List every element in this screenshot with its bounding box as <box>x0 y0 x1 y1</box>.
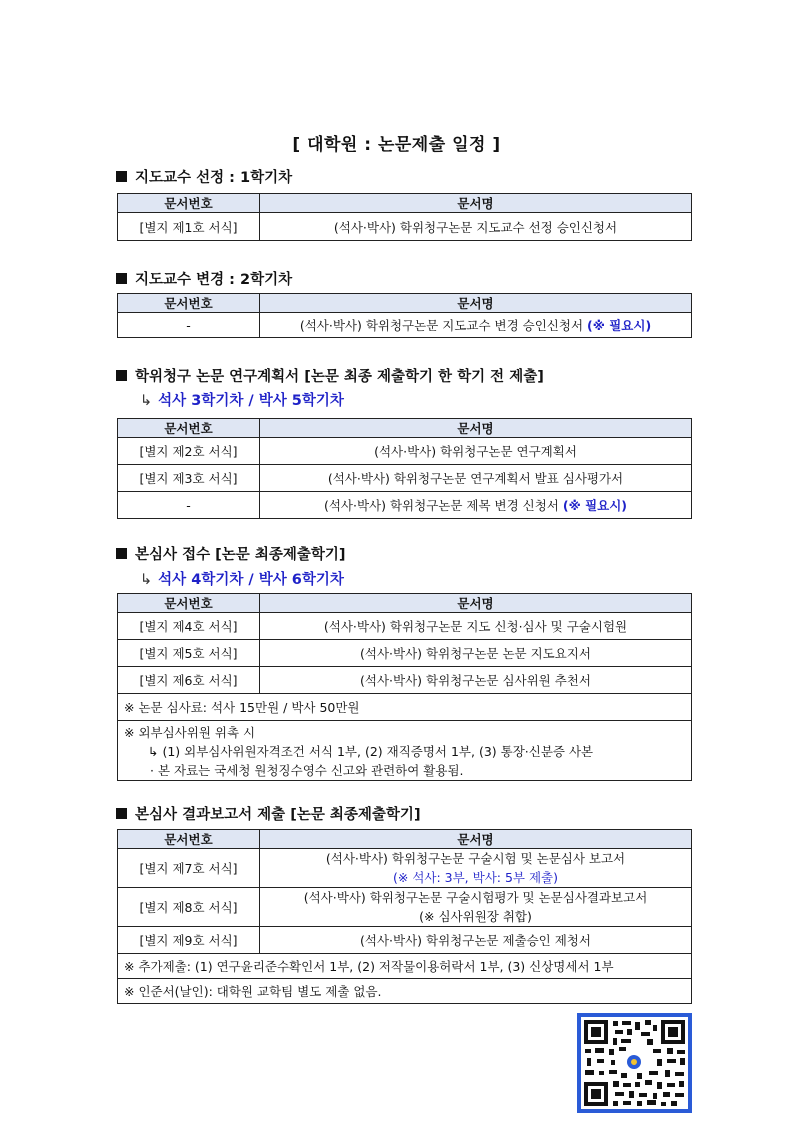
return-arrow-icon: ↳ <box>140 393 153 409</box>
square-bullet-icon <box>116 370 127 381</box>
doc-number-cell: - <box>118 492 260 519</box>
table-row <box>118 492 692 519</box>
column-header-doc-name: 문서명 <box>260 194 692 213</box>
table-row <box>118 927 692 954</box>
doc-name-cell: (석사·박사) 학위청구논문 심사위원 추천서 <box>260 667 692 694</box>
column-header-doc-name: 문서명 <box>260 594 692 613</box>
doc-name-cell: (석사·박사) 학위청구논문 지도교수 선정 승인신청서 <box>260 213 692 241</box>
doc-number-cell: [별지 제6호 서식] <box>118 667 260 694</box>
doc-name-cell: (석사·박사) 학위청구논문 구술시험 및 논문심사 보고서 (※ 석사: 3부, 박사: 5부 제출) <box>260 849 692 888</box>
doc-number-cell: [별지 제7호 서식] <box>118 849 260 888</box>
main-review-table <box>117 593 692 781</box>
table-note-row <box>118 954 692 979</box>
advisor-selection-table <box>117 193 692 241</box>
square-bullet-icon <box>116 171 127 182</box>
if-needed-note: (※ 필요시) <box>562 498 628 513</box>
table-header-row <box>118 594 692 613</box>
table-header-row <box>118 294 692 313</box>
external-reviewer-note: ※ 외부심사위원 위촉 시 ↳ (1) 외부심사위원자격조건 서식 1부, (2) 재직증명서 1부, (3) 통장·신분증 사본 · 본 자료는 국세청 원청징수영수 신고와 관련하여 활용됨. <box>118 721 692 781</box>
doc-name-cell: (석사·박사) 학위청구논문 구술시험평가 및 논문심사결과보고서 (※ 심사위원장 취합) <box>260 888 692 927</box>
section-advisor-selection-heading: 지도교수 선정 : 1학기차 <box>116 166 292 187</box>
table-header-row <box>118 194 692 213</box>
doc-number-cell: [별지 제4호 서식] <box>118 613 260 640</box>
column-header-doc-number: 문서번호 <box>118 194 260 213</box>
doc-name-cell: (석사·박사) 학위청구논문 제출승인 제청서 <box>260 927 692 954</box>
doc-name-cell: (석사·박사) 학위청구논문 연구계획서 <box>260 438 692 465</box>
research-plan-term-label: ↳ 석사 3학기차 / 박사 5학기차 <box>140 393 344 409</box>
if-needed-note: (※ 필요시) <box>587 318 652 333</box>
copies-note: (※ 석사: 3부, 박사: 5부 제출) <box>393 870 558 885</box>
table-row <box>118 667 692 694</box>
approval-form-note: ※ 인준서(날인): 대학원 교학팀 별도 제출 없음. <box>118 979 692 1004</box>
column-header-doc-number: 문서번호 <box>118 294 260 313</box>
research-plan-table <box>117 418 692 519</box>
section-main-review-heading: 본심사 접수 [논문 최종제출학기] <box>116 543 346 564</box>
column-header-doc-number: 문서번호 <box>118 419 260 438</box>
doc-name-cell: (석사·박사) 학위청구논문 지도 신청·심사 및 구술시험원 <box>260 613 692 640</box>
column-header-doc-name: 문서명 <box>260 830 692 849</box>
table-row <box>118 438 692 465</box>
advisor-change-table <box>117 293 692 338</box>
table-header-row <box>118 419 692 438</box>
square-bullet-icon <box>116 548 127 559</box>
column-header-doc-number: 문서번호 <box>118 594 260 613</box>
section-advisor-change-heading: 지도교수 변경 : 2학기차 <box>116 268 292 289</box>
table-row <box>118 613 692 640</box>
doc-name-cell: (석사·박사) 학위청구논문 지도교수 변경 승인신청서 (※ 필요시) <box>260 313 692 338</box>
table-row <box>118 888 692 927</box>
page-title: [ 대학원 : 논문제출 일정 ] <box>292 135 501 155</box>
doc-number-cell: [별지 제8호 서식] <box>118 888 260 927</box>
table-row <box>118 849 692 888</box>
review-fee-note: ※ 논문 심사료: 석사 15만원 / 박사 50만원 <box>118 694 692 721</box>
doc-number-cell: [별지 제2호 서식] <box>118 438 260 465</box>
doc-name-cell: (석사·박사) 학위청구논문 제목 변경 신청서 (※ 필요시) <box>260 492 692 519</box>
column-header-doc-number: 문서번호 <box>118 830 260 849</box>
table-row <box>118 313 692 338</box>
table-row <box>118 640 692 667</box>
doc-number-cell: [별지 제3호 서식] <box>118 465 260 492</box>
doc-number-cell: [별지 제1호 서식] <box>118 213 260 241</box>
section-research-plan-heading: 학위청구 논문 연구계획서 [논문 최종 제출학기 한 학기 전 제출] <box>116 365 544 386</box>
table-note-row <box>118 694 692 721</box>
main-review-term-label: ↳ 석사 4학기차 / 박사 6학기차 <box>140 572 344 588</box>
column-header-doc-name: 문서명 <box>260 294 692 313</box>
table-row <box>118 465 692 492</box>
square-bullet-icon <box>116 808 127 819</box>
collection-note: (※ 심사위원장 취합) <box>419 909 532 924</box>
square-bullet-icon <box>116 273 127 284</box>
additional-submission-note: ※ 추가제출: (1) 연구윤리준수확인서 1부, (2) 저작물이용허락서 1부, (3) 신상명세서 1부 <box>118 954 692 979</box>
table-row <box>118 213 692 241</box>
column-header-doc-name: 문서명 <box>260 419 692 438</box>
table-note-row <box>118 979 692 1004</box>
table-header-row <box>118 830 692 849</box>
doc-name-cell: (석사·박사) 학위청구논문 연구계획서 발표 심사평가서 <box>260 465 692 492</box>
section-review-report-heading: 본심사 결과보고서 제출 [논문 최종제출학기] <box>116 803 421 824</box>
doc-number-cell: - <box>118 313 260 338</box>
doc-name-cell: (석사·박사) 학위청구논문 논문 지도요지서 <box>260 640 692 667</box>
return-arrow-icon: ↳ <box>140 572 153 588</box>
qr-code-icon[interactable] <box>577 1013 692 1113</box>
table-note-row <box>118 721 692 781</box>
review-report-table <box>117 829 692 1004</box>
doc-number-cell: [별지 제5호 서식] <box>118 640 260 667</box>
doc-number-cell: [별지 제9호 서식] <box>118 927 260 954</box>
